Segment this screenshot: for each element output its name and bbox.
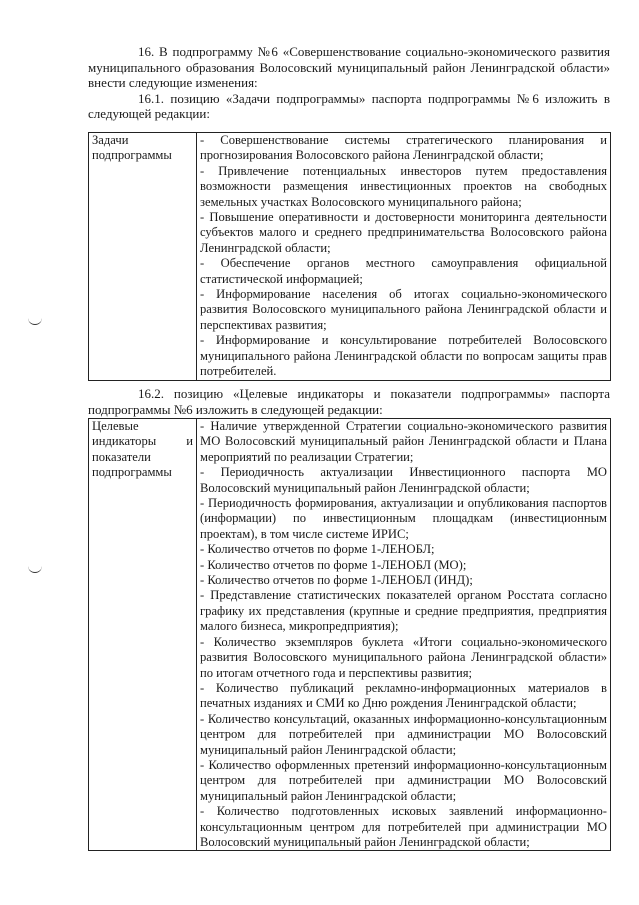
indicators-label: Целевые индикаторы и показатели подпрограммы [89,419,197,851]
section-16-2 [88,386,610,417]
indicator-item: - Количество отчетов по форме 1-ЛЕНОБЛ (ИНД); [200,573,473,588]
indicator-item: - Количество подготовленных исковых заявлений информационно-консультационным центром для потребителей при администрации МО Волосовский муниципальный район Ленинградской области; [200,804,607,849]
indicator-item: - Количество отчетов по форме 1-ЛЕНОБЛ (МО); [200,557,467,572]
task-item: - Совершенствование системы стратегического планирования и прогнозирования Волосовского района Ленинградской области; [200,133,607,163]
indicator-item: - Количество отчетов по форме 1-ЛЕНОБЛ; [200,542,435,557]
indicators-content [197,419,611,851]
indicator-item: - Количество консультаций, оказанных информационно-консультационным центром для потребителей при администрации МО Волосовский муниципальный район Ленинградской области; [200,711,607,757]
tasks-table [88,132,611,381]
task-item: - Обеспечение органов местного самоуправления официальной статистической информацией; [200,256,607,286]
task-item: - Привлечение потенциальных инвесторов путем предоставления возможности размещения инвестиционных проектов на свободных земельных участках Волосовского муниципального района; [200,163,607,209]
section-16-1-text: 16.1. позицию «Задачи подпрограммы» паспорта подпрограммы №6 изложить в следующей редакции: [88,90,610,122]
indicator-item: - Количество экземпляров буклета «Итоги социально-экономического развития Волосовского муниципального района Ленинградской области» по итогам отчетного года и перспективы развития; [200,634,607,680]
indicator-item: - Периодичность актуализации Инвестиционного паспорта МО Волосовский муниципальный район Ленинградской области; [200,465,607,495]
binding-hole-mark [28,318,42,325]
tasks-label: Задачи подпрограммы [89,133,197,381]
indicator-item: - Представление статистических показателей органом Росстата согласно графику их представления (крупные и средние предприятия, предприятия малого бизнеса, микропредприятия); [200,588,607,634]
indicators-row [89,419,611,851]
indicator-item: - Периодичность формирования, актуализации и опубликования паспортов (информации) по инвестиционным площадкам (инвестиционным проектам), в том числе системе ИРИС; [200,496,607,541]
indicator-item: - Наличие утвержденной Стратегии социально-экономического развития МО Волосовский муниципальный район Ленинградской области и Плана мероприятий по реализации Стратегии; [200,419,607,464]
indicators-table [88,418,611,851]
section-16-intro [88,44,610,122]
task-item: - Информирование населения об итогах социально-экономического развития Волосовского муниципального района Ленинградской области и перспективах развития; [200,287,607,332]
task-item: - Повышение оперативности и достоверности мониторинга деятельности субъектов малого и среднего предпринимательства Волосовского района Ленинградской области; [200,210,607,255]
binding-hole-mark [28,566,42,573]
section-16-heading: 16. В подпрограмму №6 «Совершенствование социально-экономического развития муниципального образования Волосовский муниципальный район Ленинградской области» внести следующие изменения: [88,44,610,91]
section-16-2-text: 16.2. позицию «Целевые индикаторы и показатели подпрограммы» паспорта подпрограммы №6 изложить в следующей редакции: [88,386,610,417]
indicator-item: - Количество публикаций рекламно-информационных материалов в печатных изданиях и СМИ ко Дню рождения Ленинградской области; [200,680,607,711]
indicator-item: - Количество оформленных претензий информационно-консультационным центром для потребителей при администрации МО Волосовский муниципальный район Ленинградской области; [200,757,607,803]
tasks-row [89,133,611,381]
tasks-content [197,133,611,381]
task-item: - Информирование и консультирование потребителей Волосовского муниципального района Ленинградской области по вопросам защиты прав потребителей. [200,333,607,379]
